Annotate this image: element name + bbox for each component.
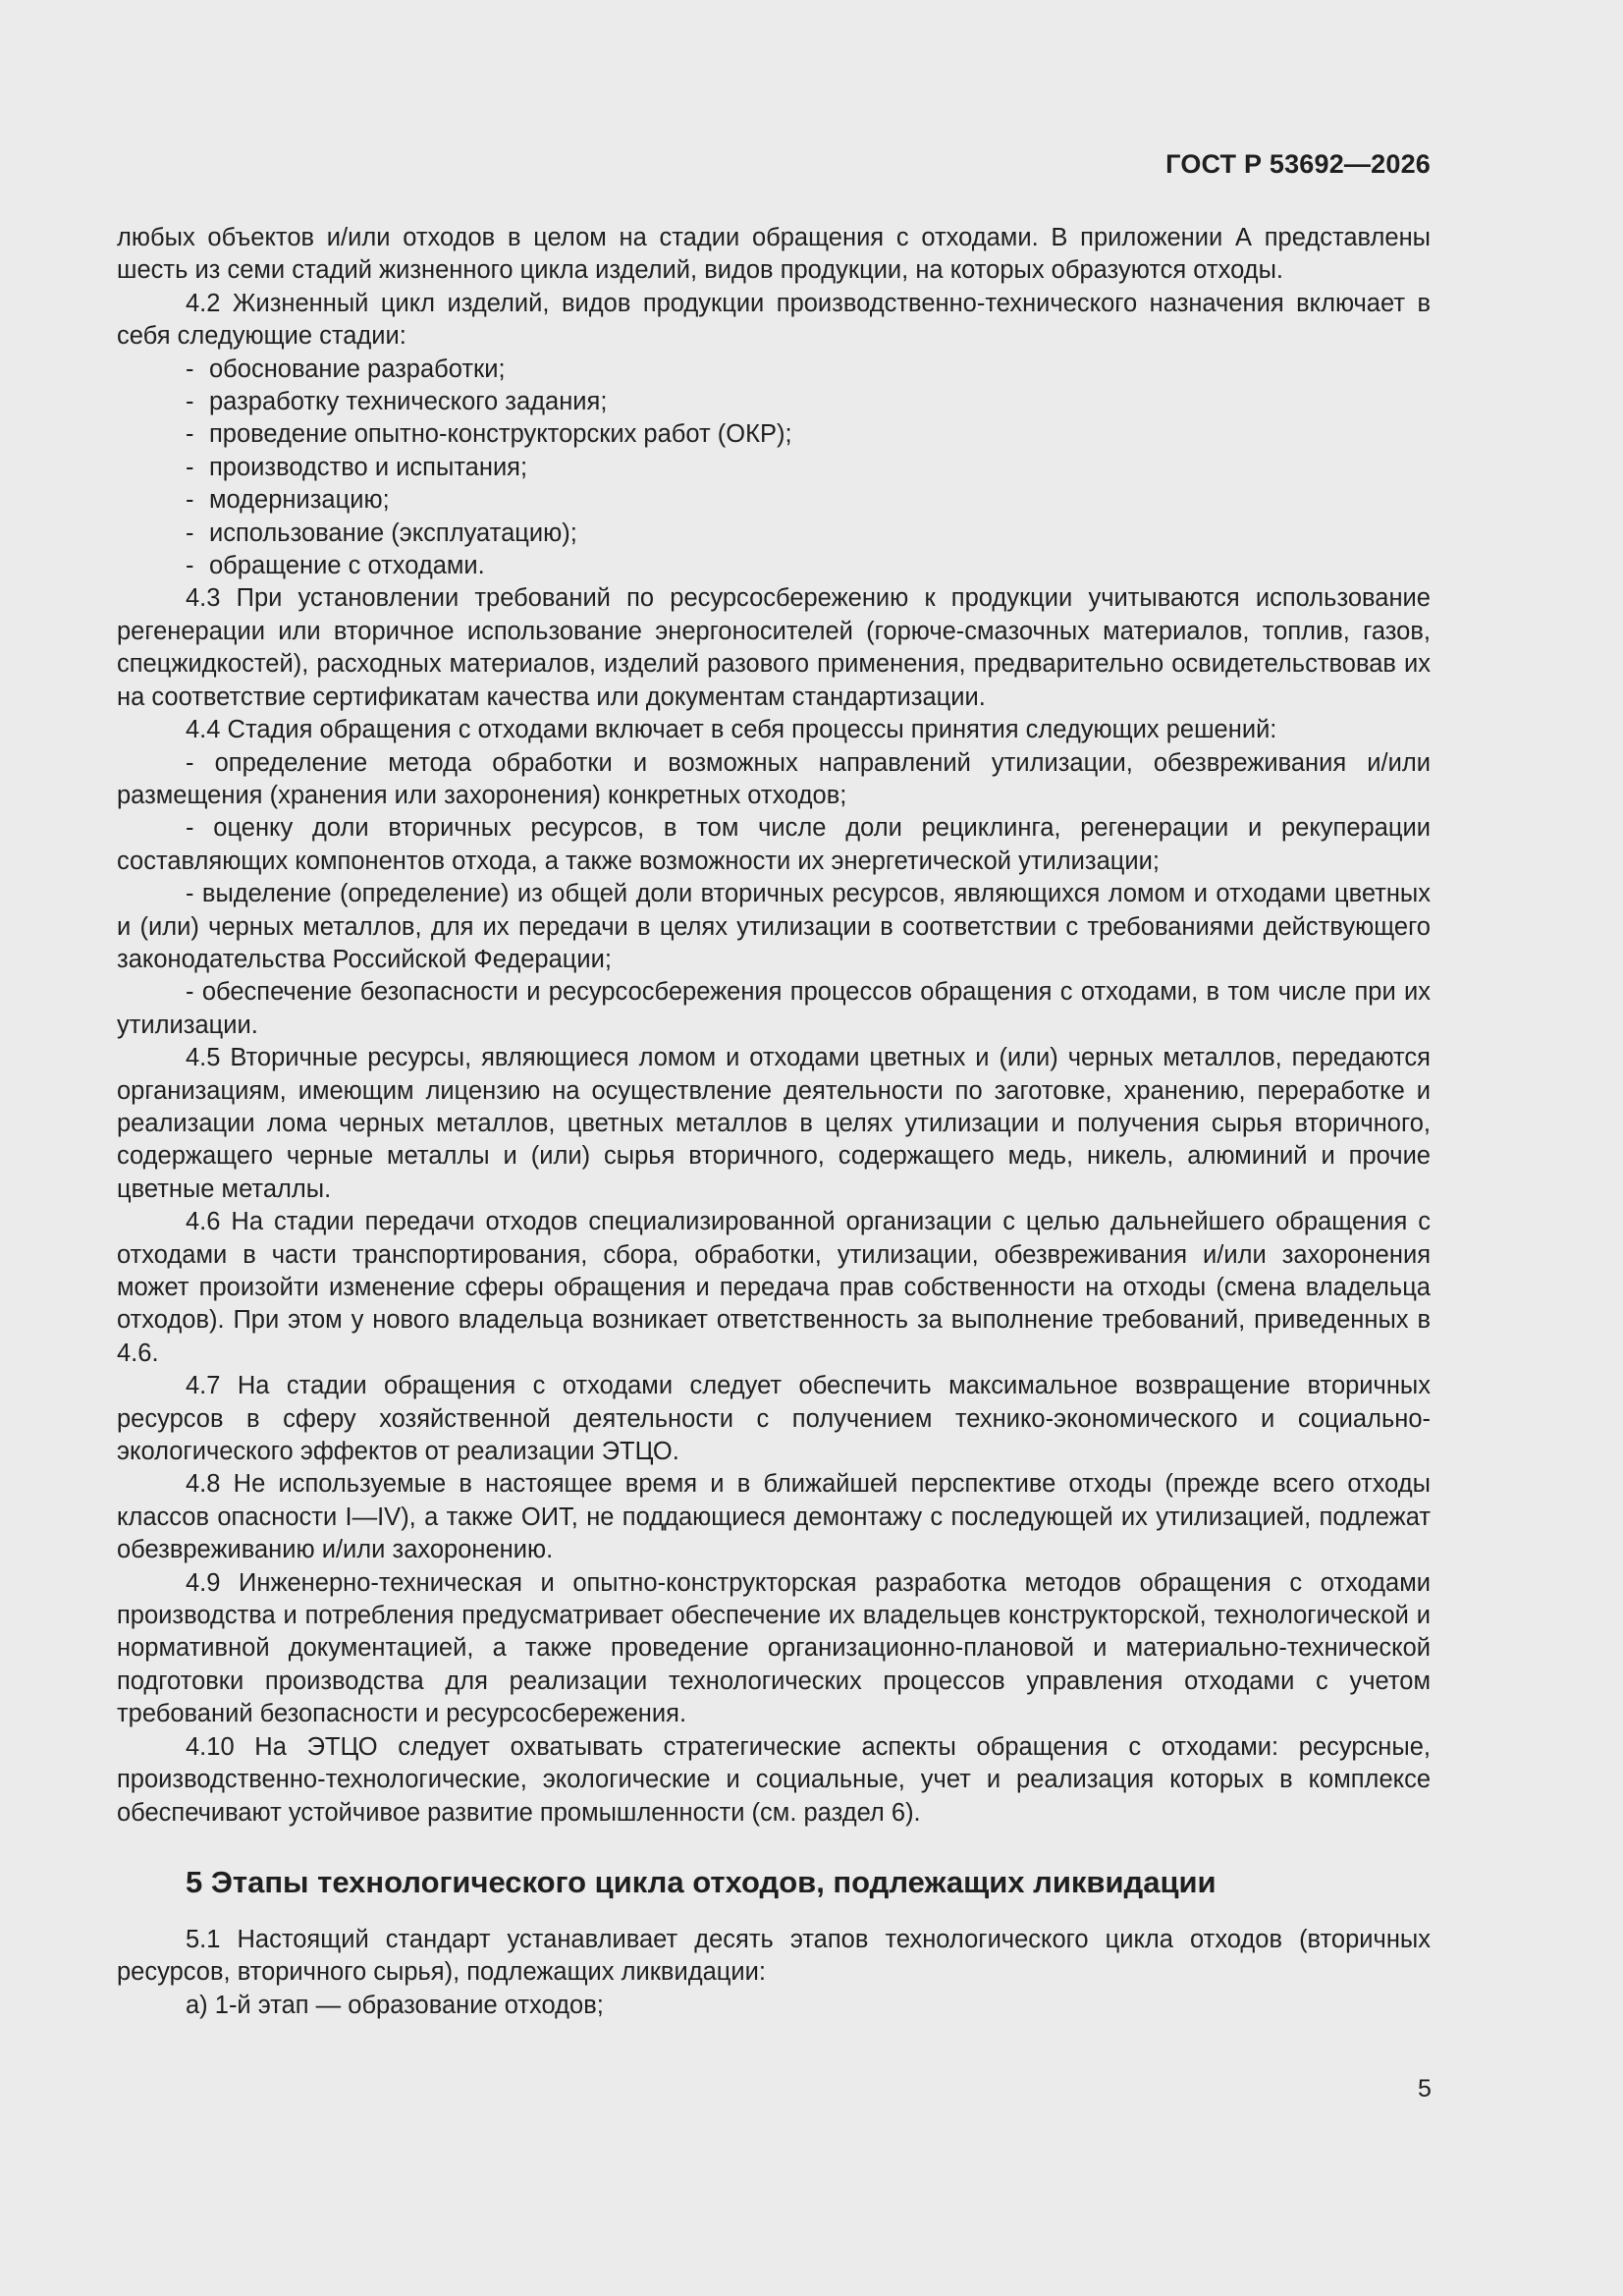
document-header: ГОСТ Р 53692—2026: [1165, 149, 1431, 179]
list-item: - разработку технического задания;: [186, 388, 608, 416]
list-item: - использование (эксплуатацию);: [186, 519, 577, 547]
clause-4-9: 4.9 Инженерно-техническая и опытно-конструкторская разработка методов обращения с отходами производства и потребления предусматривает обеспечение их владельцев конструкторской, технологической и нормативной документацией, а также проведение организационно-плановой и материально-технической подготовки производства для реализации технологических процессов управления отходами с учетом требований безопасности и ресурсосбережения.: [117, 1568, 1431, 1728]
clause-4-5: 4.5 Вторичные ресурсы, являющиеся ломом и отходами цветных и (или) черных металлов, передаются организациям, имеющим лицензию на осуществление деятельности по заготовке, хранению, переработке и реализации лома черных металлов, цветных металлов в целях утилизации и получения сырья вторичного, содержащего черные металлы и (или) сырья вторичного, содержащего медь, никель, алюминий и прочие цветные металлы.: [117, 1044, 1431, 1203]
clause-4-3: 4.3 При установлении требований по ресурсосбережению к продукции учитываются использование регенерации или вторичное использование энергоносителей (горюче-смазочных материалов, топлив, газов, спецжидкостей), расходных материалов, изделий разового применения, предварительно освидетельствовав их на соответствие сертификатам качества или документам стандартизации.: [117, 584, 1431, 711]
list-item: - выделение (определение) из общей доли вторичных ресурсов, являющихся ломом и отходами цветных и (или) черных металлов, для их передачи в целях утилизации в соответствии с требованиями действующего законодательства Российской Федерации;: [117, 880, 1432, 973]
list-item: - обращение с отходами.: [186, 552, 485, 580]
list-item: - обоснование разработки;: [186, 355, 506, 383]
clause-4-4: 4.4 Стадия обращения с отходами включает в себя процессы принятия следующих решений:: [186, 716, 1277, 744]
clause-5-1: 5.1 Настоящий стандарт устанавливает десять этапов технологического цикла отходов (вторичных ресурсов, вторичного сырья), подлежащих ликвидации:: [117, 1925, 1431, 1987]
list-item-a: а) 1-й этап — образование отходов;: [186, 1991, 604, 2019]
list-item: - проведение опытно-конструкторских работ (ОКР);: [186, 420, 792, 449]
intro-paragraph: любых объектов и/или отходов в целом на стадии обращения с отходами. В приложении А представлены шесть из семи стадий жизненного цикла изделий, видов продукции, на которых образуются отходы.: [117, 224, 1431, 285]
document-body: [117, 222, 1431, 2022]
section-5-heading: 5 Этапы технологического цикла отходов, подлежащих ликвидации: [186, 1864, 1217, 1899]
clause-4-6: 4.6 На стадии передачи отходов специализированной организации с целью дальнейшего обращения с отходами в части транспортирования, сбора, обработки, утилизации, обезвреживания и/или захоронения может произойти изменение сферы обращения и передача прав собственности на отходы (смена владельца отходов). При этом у нового владельца возникает ответственность за выполнение требований, приведенных в 4.6.: [117, 1208, 1431, 1367]
page-number: 5: [1418, 2075, 1432, 2103]
list-item: - оценку доли вторичных ресурсов, в том числе доли рециклинга, регенерации и рекуперации составляющих компонентов отхода, а также возможности их энергетической утилизации;: [117, 814, 1431, 875]
clause-4-8: 4.8 Не используемые в настоящее время и в ближайшей перспективе отходы (прежде всего отходы классов опасности I—IV), а также ОИТ, не поддающиеся демонтажу с последующей их утилизацией, подлежат обезвреживанию и/или захоронению.: [117, 1470, 1431, 1564]
list-item: - обеспечение безопасности и ресурсосбережения процессов обращения с отходами, в том числе при их утилизации.: [117, 978, 1432, 1039]
list-item: - модернизацию;: [186, 486, 390, 515]
clause-4-7: 4.7 На стадии обращения с отходами следует обеспечить максимальное возвращение вторичных ресурсов в сферу хозяйственной деятельности с получением технико-экономического и социально-экологического эффектов от реализации ЭТЦО.: [117, 1372, 1431, 1466]
list-item: - определение метода обработки и возможных направлений утилизации, обезвреживания и/или размещения (хранения или захоронения) конкретных отходов;: [117, 748, 1431, 809]
clause-4-10: 4.10 На ЭТЦО следует охватывать стратегические аспекты обращения с отходами: ресурсные, производственно-технологические, экологические и социальные, учет и реализация которых в комплексе обеспечивают устойчивое развитие промышленности (см. раздел 6).: [117, 1732, 1431, 1827]
clause-4-2: 4.2 Жизненный цикл изделий, видов продукции производственно-технического назначения включает в себя следующие стадии:: [117, 289, 1431, 351]
list-item: - производство и испытания;: [186, 453, 528, 481]
